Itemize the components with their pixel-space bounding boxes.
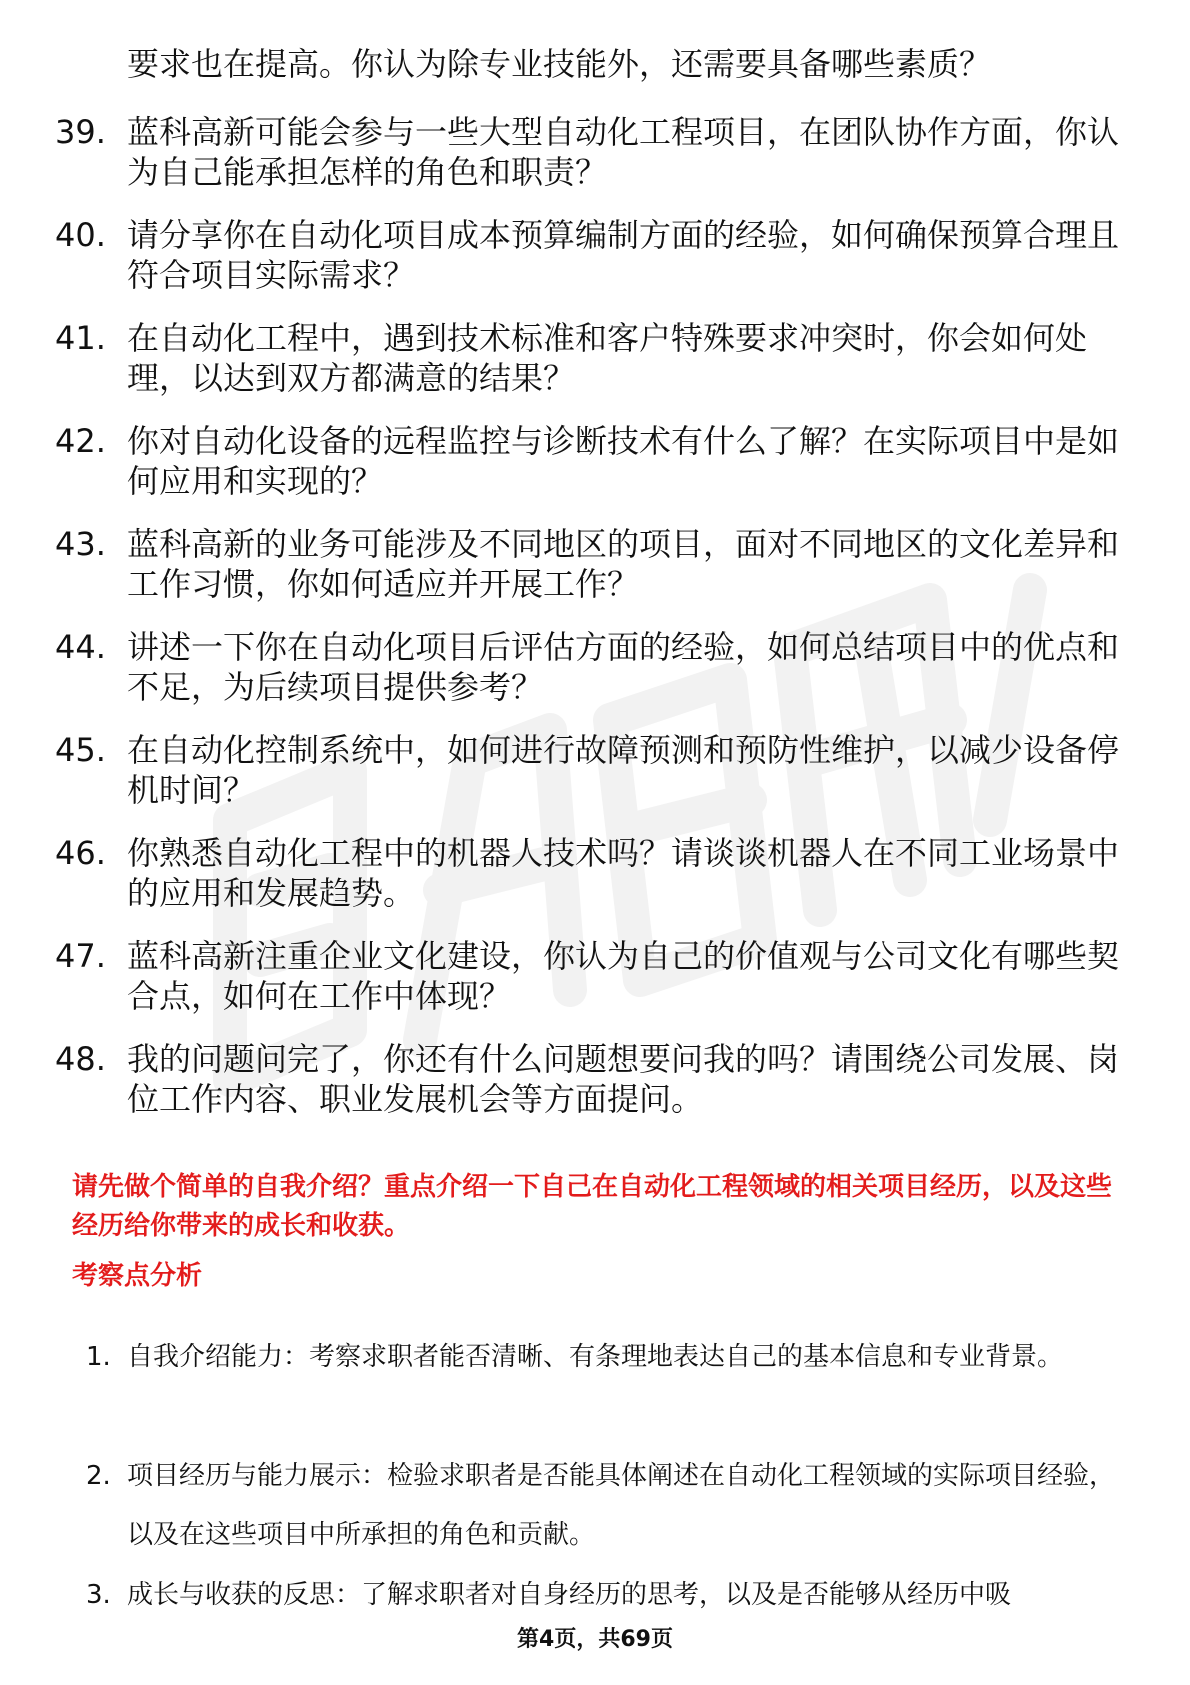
question-list	[0, 112, 1190, 1142]
question-text: 你对自动化设备的远程监控与诊断技术有什么了解？在实际项目中是如何应用和实现的？	[127, 422, 1120, 500]
question-item-48	[0, 1039, 1190, 1142]
highlighted-interview-question: 请先做个简单的自我介绍？重点介绍一下自己在自动化工程领域的相关项目经历，以及这些经历给你带来的成长和收获。	[72, 1172, 1113, 1241]
analysis-text: 自我介绍能力：考察求职者能否清晰、有条理地表达自己的基本信息和专业背景。	[127, 1342, 1064, 1372]
analysis-text: 项目经历与能力展示：检验求职者是否能具体阐述在自动化工程领域的实际项目经验，以及在这些项目中所承担的角色和贡献。	[127, 1461, 1116, 1550]
question-item-39	[0, 112, 1190, 215]
question-item-41	[0, 318, 1190, 421]
question-number: 45.	[55, 731, 106, 769]
question-item-40	[0, 215, 1190, 318]
question-text: 蓝科高新的业务可能涉及不同地区的项目，面对不同地区的文化差异和工作习惯，你如何适应并开展工作？	[127, 525, 1120, 603]
question-item-42	[0, 421, 1190, 524]
analysis-number: 3.	[86, 1580, 111, 1610]
question-number: 44.	[55, 628, 106, 666]
question-number: 43.	[55, 525, 106, 563]
question-number: 47.	[55, 937, 106, 975]
analysis-item-1	[0, 1328, 1190, 1447]
question-text: 我的问题问完了，你还有什么问题想要问我的吗？请围绕公司发展、岗位工作内容、职业发展机会等方面提问。	[127, 1040, 1120, 1118]
analysis-number: 2.	[86, 1461, 111, 1491]
analysis-item-2	[0, 1447, 1190, 1566]
question-item-43	[0, 524, 1190, 627]
question-text: 蓝科高新可能会参与一些大型自动化工程项目，在团队协作方面，你认为自己能承担怎样的角色和职责？	[127, 113, 1120, 191]
question-item-45	[0, 730, 1190, 833]
question-item-44	[0, 627, 1190, 730]
question-text: 在自动化控制系统中，如何进行故障预测和预防性维护，以减少设备停机时间？	[127, 731, 1120, 809]
question-text: 你熟悉自动化工程中的机器人技术吗？请谈谈机器人在不同工业场景中的应用和发展趋势。	[127, 834, 1120, 912]
question-number: 41.	[55, 319, 106, 357]
question-number: 46.	[55, 834, 106, 872]
question-item-46	[0, 833, 1190, 936]
question-item-47	[0, 936, 1190, 1039]
question-number: 42.	[55, 422, 106, 460]
page-number-footer: 第4页，共69页	[517, 1627, 673, 1652]
question-number: 48.	[55, 1040, 106, 1078]
question-text: 蓝科高新注重企业文化建设，你认为自己的价值观与公司文化有哪些契合点，如何在工作中体现？	[127, 937, 1120, 1015]
question-text: 请分享你在自动化项目成本预算编制方面的经验，如何确保预算合理且符合项目实际需求？	[127, 216, 1120, 294]
question-number: 39.	[55, 113, 106, 151]
question-number: 40.	[55, 216, 106, 254]
question-38-continuation: 要求也在提高。你认为除专业技能外，还需要具备哪些素质？	[127, 45, 992, 83]
question-text: 讲述一下你在自动化项目后评估方面的经验，如何总结项目中的优点和不足，为后续项目提供参考？	[127, 628, 1120, 706]
question-text: 在自动化工程中，遇到技术标准和客户特殊要求冲突时，你会如何处理，以达到双方都满意的结果？	[127, 319, 1088, 397]
analysis-text: 成长与收获的反思：了解求职者对自身经历的思考，以及是否能够从经历中吸	[127, 1580, 1012, 1610]
analysis-number: 1.	[86, 1342, 111, 1372]
analysis-section-title: 考察点分析	[72, 1261, 203, 1291]
